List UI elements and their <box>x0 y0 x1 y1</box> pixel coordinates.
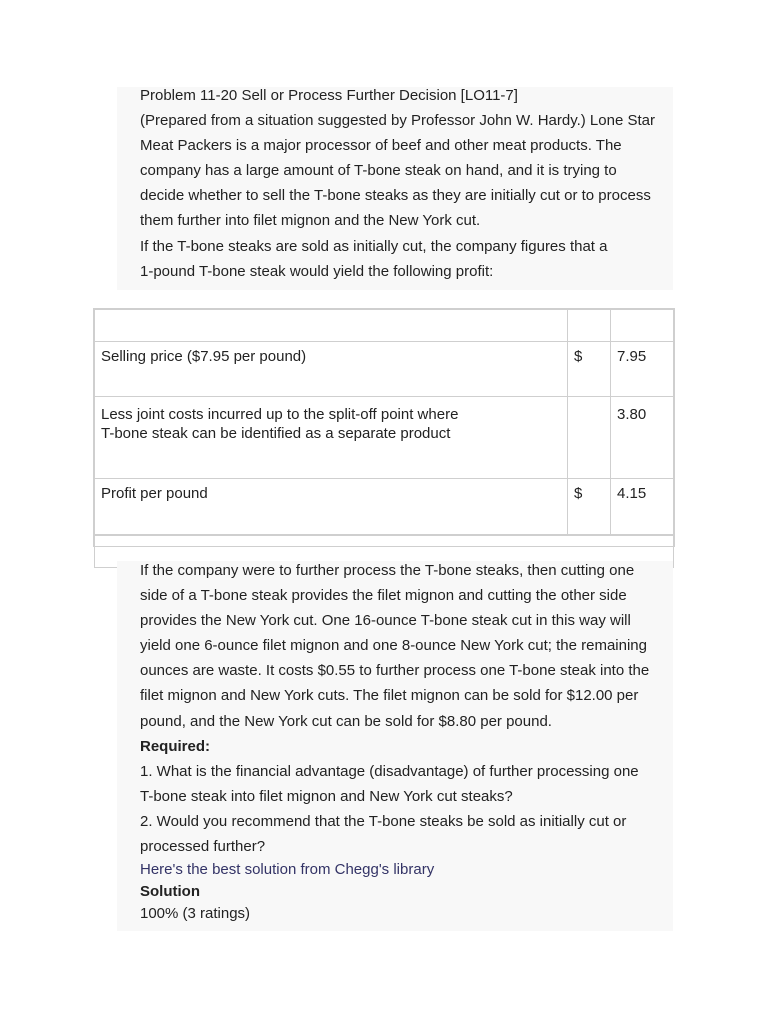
row-label: Profit per pound <box>95 479 568 536</box>
table-row-empty <box>95 310 674 342</box>
problem-title: Problem 11-20 Sell or Process Further Decision [LO11-7] <box>140 87 518 104</box>
intro-line: company has a large amount of T-bone steak on hand, and it is trying to <box>140 162 617 180</box>
table-row <box>95 479 674 536</box>
body-line: side of a T-bone steak provides the filet mignon and cutting the other side <box>140 587 627 605</box>
row-value: 4.15 <box>611 479 674 536</box>
row-label: Less joint costs incurred up to the split-off point where T-bone steak can be identified as a separate product <box>95 397 568 479</box>
question-line: processed further? <box>140 838 266 856</box>
body-line: If the company were to further process the T-bone steaks, then cutting one <box>140 562 635 579</box>
body-line: yield one 6-ounce filet mignon and one 8-ounce New York cut; the remaining <box>140 637 647 655</box>
body-line: filet mignon and New York cuts. The filet mignon can be sold for $12.00 per <box>140 687 639 705</box>
intro-line: 1-pound T-bone steak would yield the following profit: <box>140 262 494 280</box>
intro-line: decide whether to sell the T-bone steaks as they are initially cut or to process <box>140 187 651 205</box>
problem-body <box>140 558 680 925</box>
rating-text: 100% (3 ratings) <box>140 905 251 923</box>
currency-symbol <box>568 397 611 479</box>
intro-line: If the T-bone steaks are sold as initially cut, the company figures that a <box>140 237 608 255</box>
intro-line: Meat Packers is a major processor of beef and other meat products. The <box>140 137 622 155</box>
row-label: Selling price ($7.95 per pound) <box>95 342 568 397</box>
currency-symbol: $ <box>568 479 611 536</box>
question-line: 1. What is the financial advantage (disadvantage) of further processing one <box>140 762 639 780</box>
intro-line: (Prepared from a situation suggested by Professor John W. Hardy.) Lone Star <box>140 112 655 130</box>
row-value: 7.95 <box>611 342 674 397</box>
question-line: T-bone steak into filet mignon and New York cut steaks? <box>140 787 513 805</box>
table-row <box>95 397 674 479</box>
required-heading: Required: <box>140 737 211 755</box>
solution-heading: Solution <box>140 883 200 901</box>
question-line: 2. Would you recommend that the T-bone steaks be sold as initially cut or <box>140 812 627 830</box>
body-line: provides the New York cut. One 16-ounce T-bone steak cut in this way will <box>140 612 631 630</box>
body-line: pound, and the New York cut can be sold for $8.80 per pound. <box>140 712 552 730</box>
problem-intro <box>140 83 680 284</box>
solution-library-link[interactable]: Here's the best solution from Chegg's library <box>140 861 435 879</box>
profit-table <box>93 308 675 547</box>
row-value: 3.80 <box>611 397 674 479</box>
intro-line: them further into filet mignon and the New York cut. <box>140 212 481 230</box>
currency-symbol: $ <box>568 342 611 397</box>
table-row <box>95 342 674 397</box>
body-line: ounces are waste. It costs $0.55 to further process one T-bone steak into the <box>140 662 650 680</box>
